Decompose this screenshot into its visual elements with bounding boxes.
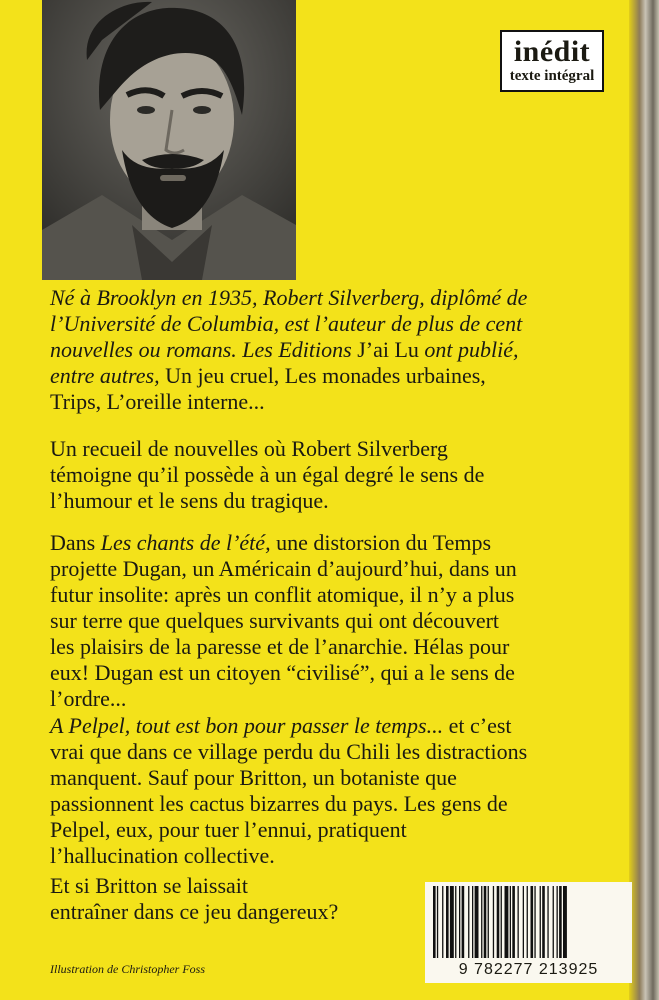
barcode-bar xyxy=(527,886,528,958)
barcode-bar xyxy=(531,886,534,958)
pelpel-line-3: manquent. Sauf pour Britton, un botaniste que xyxy=(50,765,457,790)
barcode-bar xyxy=(488,886,489,958)
closing-line-1: Et si Britton se laissait xyxy=(50,873,248,898)
chants-line-7: l’ordre... xyxy=(50,686,127,711)
inedit-badge xyxy=(500,30,604,92)
barcode-bar xyxy=(437,886,438,958)
barcode-bar xyxy=(459,886,460,958)
barcode-bar xyxy=(501,886,502,958)
bio-line-1: Né à Brooklyn en 1935, Robert Silverberg, diplômé de xyxy=(50,285,528,310)
barcode-bar xyxy=(540,886,541,958)
barcode-bar xyxy=(455,886,456,958)
chants-title: Les chants de l’été, xyxy=(100,530,271,555)
bio-line-4a: entre autres, xyxy=(50,363,166,388)
barcode-bars xyxy=(425,882,632,962)
barcode-bar xyxy=(450,886,454,958)
barcode-bar xyxy=(484,886,487,958)
barcode-bar xyxy=(559,886,562,958)
chants-line-3: futur insolite: après un conflit atomique, il n’y a plus xyxy=(50,582,515,607)
barcode-bar xyxy=(510,886,511,958)
barcode xyxy=(425,882,632,983)
bio-line-3c: ont publié, xyxy=(418,337,519,362)
pelpel-title: A Pelpel, tout est bon pour passer le temps... xyxy=(50,713,444,738)
illustration-credit: Illustration de Christopher Foss xyxy=(50,962,206,976)
author-photo xyxy=(42,0,296,280)
pelpel-line-1b: et c’est xyxy=(443,713,512,738)
bio-line-2: l’Université de Columbia, est l’auteur de plus de cent xyxy=(50,311,523,336)
badge-subtitle: texte intégral xyxy=(509,68,595,84)
closing-line-2: entraîner dans ce jeu dangereux? xyxy=(50,899,339,924)
barcode-bar xyxy=(462,886,465,958)
intro-line-3: l’humour et le sens du tragique. xyxy=(50,488,329,513)
barcode-bar xyxy=(557,886,558,958)
barcode-bar xyxy=(553,886,554,958)
closing-question xyxy=(50,873,410,925)
badge-title: inédit xyxy=(513,35,591,68)
publisher-name: J’ai Lu xyxy=(357,337,419,362)
chants-line-5: les plaisirs de la paresse et de l’anarchie. Hélas pour xyxy=(50,634,510,659)
pelpel-line-4: passionnent les cactus bizarres du pays. Les gens de xyxy=(50,791,508,816)
author-portrait-image xyxy=(42,0,296,280)
isbn-number: 9 782277 213925 xyxy=(458,961,599,978)
barcode-bar xyxy=(542,886,545,958)
chants-paragraph xyxy=(50,530,630,712)
barcode-bar xyxy=(433,886,436,958)
bio-line-3a: nouvelles ou romans. Les Editions xyxy=(50,337,358,362)
barcode-bar xyxy=(512,886,515,958)
barcode-bar xyxy=(468,886,469,958)
barcode-bar xyxy=(493,886,494,958)
barcode-bar xyxy=(534,886,535,958)
chants-line-6: eux! Dugan est un citoyen “civilisé”, qui a le sens de xyxy=(50,660,515,685)
intro-paragraph xyxy=(50,436,630,514)
barcode-bar xyxy=(481,886,482,958)
barcode-bar xyxy=(518,886,519,958)
barcode-bar xyxy=(442,886,443,958)
pelpel-line-2: vrai que dans ce village perdu du Chili les distractions xyxy=(50,739,528,764)
barcode-bar xyxy=(523,886,524,958)
barcode-bar xyxy=(446,886,449,958)
barcode-bar xyxy=(563,886,567,958)
intro-line-1: Un recueil de nouvelles où Robert Silverberg xyxy=(50,436,448,461)
barcode-bar xyxy=(547,886,548,958)
barcode-bar xyxy=(505,886,509,958)
barcode-bar xyxy=(497,886,500,958)
pelpel-line-5: Pelpel, eux, pour tuer l’ennui, pratiquent xyxy=(50,817,407,842)
author-bio xyxy=(50,285,630,415)
chants-line-4: sur terre que quelques survivants qui ont découvert xyxy=(50,608,500,633)
bio-line-5: Trips, L’oreille interne... xyxy=(50,389,265,414)
pelpel-paragraph xyxy=(50,713,630,869)
chants-line-1a: Dans xyxy=(50,530,101,555)
barcode-bar xyxy=(475,886,479,958)
cover-art-edge xyxy=(629,0,659,1000)
pelpel-line-6: l’hallucination collective. xyxy=(50,843,275,868)
barcode-bar xyxy=(472,886,473,958)
bio-titles: Un jeu cruel, Les monades urbaines, xyxy=(165,363,486,388)
chants-line-1c: une distorsion du Temps xyxy=(270,530,492,555)
intro-line-2: témoigne qu’il possède à un égal degré le sens de xyxy=(50,462,485,487)
chants-line-2: projette Dugan, un Américain d’aujourd’hui, dans un xyxy=(50,556,517,581)
